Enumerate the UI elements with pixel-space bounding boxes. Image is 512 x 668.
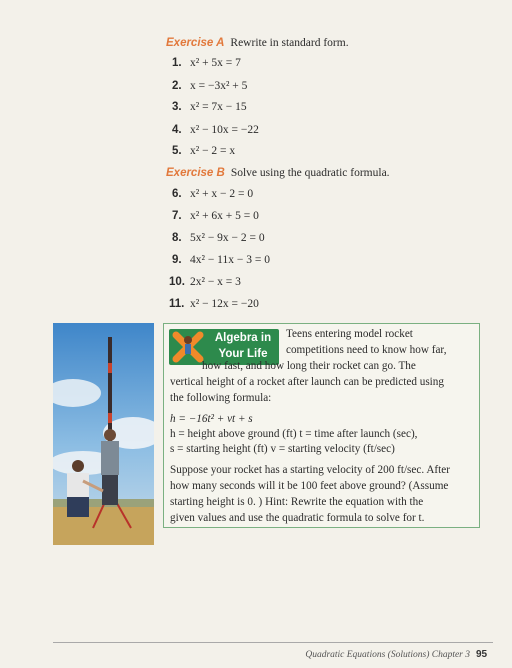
feature-text-line: starting height is 0. ) Hint: Rewrite the equation with the [170,496,424,508]
problem-number: 8. [172,232,182,244]
problem-11 [169,298,259,310]
problem-text: x² − 2 = x [190,145,236,157]
problem-text: x² = 7x − 15 [190,101,247,113]
problem-text: 2x² − x = 3 [190,276,241,288]
problem-number: 5. [172,145,182,157]
exercise-a-label: Exercise A [166,37,225,49]
footer-chapter-text: Quadratic Equations (Solutions) Chapter 3 [305,650,470,660]
feature-text-line: the following formula: [170,392,272,404]
problem-5 [172,145,235,157]
problem-10 [169,276,241,288]
problem-number: 3. [172,101,182,113]
footer-rule [53,642,493,643]
rocket-launch-photo [53,323,154,545]
problem-text: x = −3x² + 5 [190,80,248,92]
feature-text-line: competitions need to know how far, [286,344,447,356]
problem-text: x² + 6x + 5 = 0 [190,210,259,222]
problem-number: 1. [172,57,182,69]
problem-7 [172,210,259,222]
page-number: 95 [476,649,488,660]
feature-text-line: Suppose your rocket has a starting velocity of 200 ft/sec. After [170,464,450,476]
problem-text: x² − 12x = −20 [190,298,259,310]
variable-definitions-line-1: h = height above ground (ft) t = time after launch (sec), [170,428,418,440]
exercise-b-label: Exercise B [166,167,225,179]
feature-text-line: given values and use the quadratic formula to solve for t. [170,512,425,524]
problem-2 [172,80,247,92]
algebra-in-your-life-box [163,323,480,528]
variable-definitions-line-2: s = starting height (ft) v = starting velocity (ft/sec) [170,443,395,455]
problem-text: x² + 5x = 7 [190,57,241,69]
rocket-height-formula: h = −16t² + vt + s [170,413,253,425]
problem-number: 9. [172,254,182,266]
problem-4 [172,124,259,136]
problem-8 [172,232,265,244]
problem-text: x² + x − 2 = 0 [190,188,254,200]
problem-9 [172,254,270,266]
feature-text-line: how fast, and how long their rocket can go. The [202,360,416,372]
problem-text: 5x² − 9x − 2 = 0 [190,232,265,244]
problem-text: x² − 10x = −22 [190,124,259,136]
exercise-a-heading [166,37,349,49]
problem-1 [172,57,241,69]
banner-line-1: Algebra in [214,332,272,344]
problem-3 [172,101,247,113]
problem-number: 11. [169,298,185,310]
feature-text-line: vertical height of a rocket after launch can be predicted using [170,376,444,388]
feature-text-line: Teens entering model rocket [286,328,413,340]
exercise-b-heading [166,167,390,179]
orange-x-figure-icon [172,331,204,363]
problem-number: 2. [172,80,182,92]
problem-text: 4x² − 11x − 3 = 0 [190,254,270,266]
problem-number: 6. [172,188,182,200]
problem-number: 4. [172,124,182,136]
problem-number: 7. [172,210,182,222]
feature-text-line: how many seconds will it be 100 feet above ground? (Assume [170,480,449,492]
exercise-b-instruction: Solve using the quadratic formula. [230,167,390,179]
problem-number: 10. [169,276,185,288]
problem-6 [172,188,253,200]
banner-line-2: Your Life [218,348,268,360]
exercise-a-instruction: Rewrite in standard form. [230,37,349,49]
